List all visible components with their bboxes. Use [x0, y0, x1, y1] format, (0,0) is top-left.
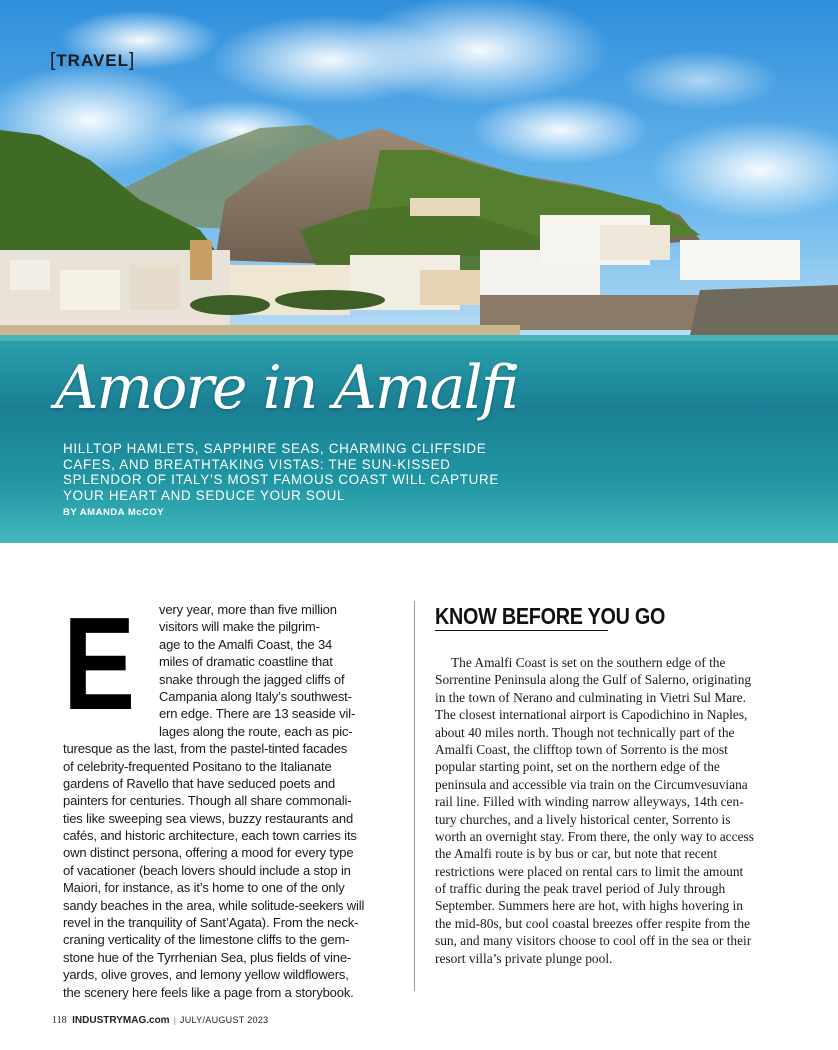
sidebar-line: sun, and many visitors choose to cool off in the sea or their [435, 933, 752, 949]
sidebar-line: peninsula and accessible via train on the Circumvesuviana [435, 776, 748, 792]
story-line: gardens of Ravello that have seduced poets and [63, 775, 336, 791]
story-line: visitors will make the pilgrim- [159, 619, 320, 635]
article-dek: HILLTOP HAMLETS, SAPPHIRE SEAS, CHARMING CLIFFSIDE CAFES, AND BREATHTAKING VISTAS: THE SUN-KISSED SPLENDOR OF ITALY’S MOST FAMOUS COAST WILL CAPTURE YOUR HEART AND SEDUCE YOUR SOUL [63, 441, 500, 503]
sidebar-line: The Amalfi Coast is set on the southern edge of the [451, 655, 726, 670]
story-line: own distinct persona, offering a mood for every type [63, 845, 354, 861]
sidebar-line: rail line. Filled with winding narrow alleyways, 14th cen- [435, 794, 744, 810]
story-line: Campania along Italy’s southwest- [159, 688, 352, 704]
sidebar-line: tury churches, and a lively historical center, Sorrento is [435, 811, 731, 827]
story-line: ern edge. There are 13 seaside vil- [159, 706, 356, 722]
article-title: Amore in Amalfi [55, 353, 519, 423]
story-line: age to the Amalfi Coast, the 34 [159, 636, 333, 652]
story-line: of vacationer (beach lovers should include a stop in [63, 862, 351, 878]
footer-separator: | [173, 1015, 176, 1025]
drop-cap: E [63, 590, 136, 737]
sidebar-line: popular starting point, set on the northern edge of the [435, 759, 720, 775]
sidebar-line: Amalfi Coast, the clifftop town of Sorrento is the most [435, 741, 728, 757]
sidebar-line: about 40 miles north. Though not technically part of the [435, 724, 735, 740]
story-line: of celebrity-frequented Positano to the Italianate [63, 758, 332, 774]
story-body [63, 590, 365, 1001]
story-line: lages along the route, each as pic- [159, 723, 353, 739]
sidebar-body [435, 654, 755, 967]
sidebar-line: the Amalfi route is by bus or car, but note that recent [435, 846, 718, 862]
story-line: snake through the jagged cliffs of [159, 671, 345, 687]
story-line: cafés, and historic architecture, each town carries its [63, 828, 357, 844]
sidebar-line: restrictions were placed on rental cars to limit the amount [435, 863, 744, 879]
story-line: Maiori, for instance, as it’s home to one of the only [63, 880, 345, 896]
sidebar-line: The closest international airport is Capodichino in Naples, [435, 707, 748, 723]
story-line: yards, olive groves, and lemony yellow wildflowers, [63, 967, 349, 983]
page-number: 118 [52, 1015, 67, 1026]
story-line: turesque as the last, from the pastel-tinted facades [63, 741, 348, 757]
story-line: sandy beaches in the area, while solitude-seekers will [63, 897, 365, 913]
sidebar-title-underline [435, 630, 608, 631]
sidebar-line: September. Summers here are hot, with highs hovering in [435, 898, 743, 914]
story-line: painters for centuries. Though all share commonali- [63, 793, 352, 809]
issue-date: JULY/AUGUST 2023 [179, 1015, 269, 1025]
section-label: [TRAVEL] [50, 50, 136, 71]
page-footer [52, 1015, 268, 1026]
story-line: ties like sweeping sea views, buzzy restaurants and [63, 810, 354, 826]
column-divider [414, 601, 415, 991]
sidebar-line: Sorrentine Peninsula along the Gulf of Salerno, originating [435, 672, 752, 688]
story-line: craning verticality of the limestone cliffs to the gem- [63, 932, 350, 948]
story-line: the scenery here feels like a page from a storybook. [63, 984, 354, 1000]
sidebar-line: in the town of Nerano and culminating in Vietri Sul Mare. [435, 689, 746, 705]
magazine-site: INDUSTRYMAG.com [72, 1015, 170, 1026]
byline: BY AMANDA McCOY [63, 507, 165, 518]
sidebar-line: the mid-80s, but cool coastal breezes offer respite from the [435, 915, 751, 931]
sidebar-line: resort villa’s private plunge pool. [435, 950, 613, 966]
sidebar-title: KNOW BEFORE YOU GO [435, 603, 666, 629]
story-line: revel in the tranquility of Sant’Agata). From the neck- [63, 915, 359, 931]
story-line: miles of dramatic coastline that [159, 654, 333, 670]
sidebar-line: of traffic during the peak travel period of July through [435, 881, 726, 897]
sidebar-line: worth an overnight stay. From there, the only way to access [435, 828, 754, 844]
story-line: very year, more than five million [159, 602, 337, 617]
story-line: stone hue of the Tyrrhenian Sea, plus fields of vine- [63, 949, 352, 965]
